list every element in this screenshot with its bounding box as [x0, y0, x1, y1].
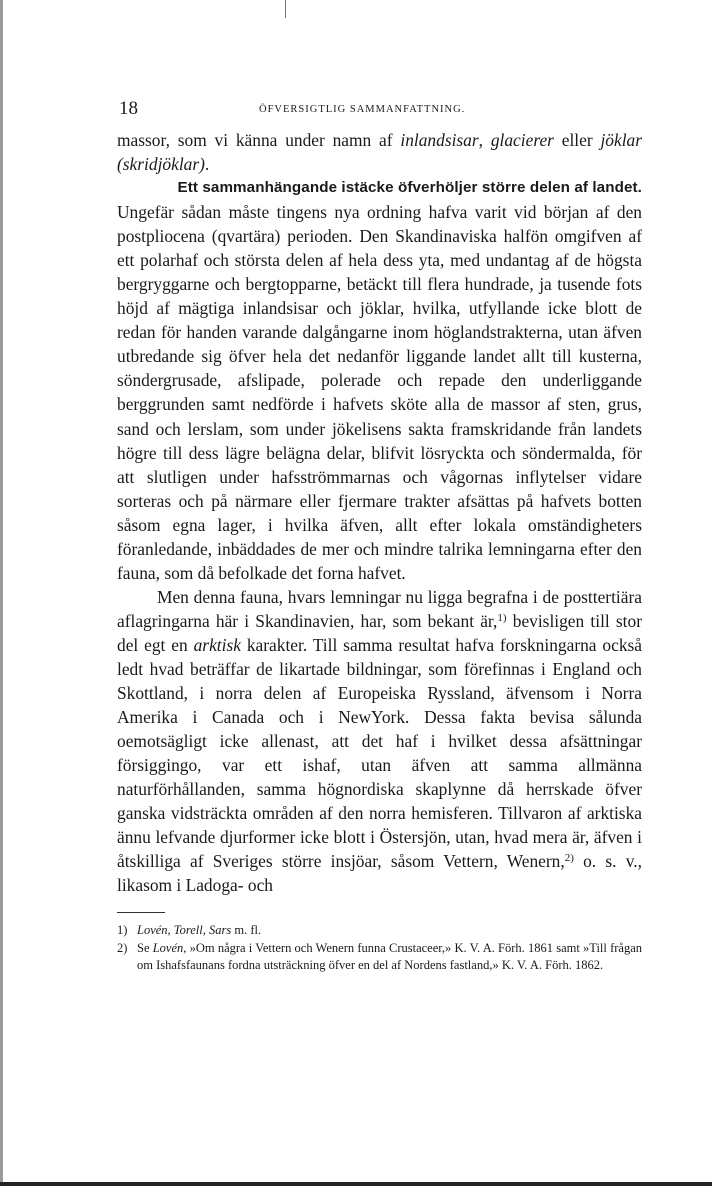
text-run: Se	[137, 940, 153, 955]
footnote-divider	[117, 912, 165, 913]
footnote-ref-number: 2	[564, 852, 571, 865]
paragraph: Ungefär sådan måste tingens nya ordning hafva varit vid början af den postpliocena (qvartära) perioden. Den Skandinaviska halfön omgifven af ett polarhaf och största delen af hela dess yta, med undantag af de högsta bergryggarne och bergtopparne, betäckt till flera hundrade, ja tusende fots höjd af mägtiga inlandsisar och jöklar, hvilka, utfyllande icke blott de redan för handen varande dalgångarne inom höglandstrakterna, utan äfven utbredande sig öfver hela det nedanför liggande landet allt till kusterna, söndergrusade, afslipade, polerade och repade den underliggande berggrunden samt nedförde i hafvets sköte alla de massor af sten, grus, sand och lerslam, som under jökelisens sakta framskridande från landets högre till dess lägre belägna delar, blifvit lösryckta och söndermalda, för att slutligen under hafsströmmarnas och vågornas inflytelser vidare sorteras och på närmare eller fjermare trakter afsättas på hafvets botten såsom egna lager, i hvilka äfven, allt efter lokala omständigheters föranledande, inbäddades de mer och mindre talrika lemningarna efter den fauna, som då befolkade det forna hafvet.	[117, 202, 642, 583]
footnote-ref: 1)	[497, 611, 507, 624]
footnote-mark: 1)	[117, 923, 128, 938]
section-heading: Ett sammanhängande istäcke öfverhöljer större delen af landet.	[177, 179, 642, 197]
footnote-ref: 2)	[564, 852, 574, 865]
text-run: karakter. Till samma resultat hafva forskningarna också ledt hvad beträffar de likartade bildningar, som förefinnas i England och Skottland, i norra delen af Europeiska Ryssland, äfvensom i Norra Amerika i Canada och i NewYork. Dessa fakta bevisa sålunda oemotsägligt icke allenast, att det haf i hvilket dessa afsättningar försiggingo, var ett ishaf, utan äfven att samma allmänna naturförhållanden, samma högnordiska skaplynne då herrskade öfver ganska vidsträckta områden af den norra hemisferen. Tillvaron af arktiska ännu lefvande djurformer icke blott i Östersjön, utan, hvad mera är, äfven i åtskilliga af Sveriges större insjöar, såsom Vettern, Wenern,	[117, 634, 643, 872]
text-run: massor, som vi känna under namn af	[117, 130, 401, 150]
italic-term: jöklar (skridjöklar)	[117, 130, 642, 175]
footnotes	[117, 922, 642, 975]
book-page	[117, 98, 642, 975]
footnote-ref-number: 1	[497, 611, 503, 624]
page-header	[117, 98, 642, 124]
scan-bottom-edge	[0, 1182, 712, 1186]
footnote-2	[117, 940, 642, 975]
text-run: bevisligen till stor del egt en	[117, 610, 643, 655]
text-run: o. s. v., likasom i Ladoga- och	[117, 851, 642, 896]
italic-term: glacierer	[490, 130, 554, 150]
page-number: 18	[119, 98, 138, 119]
paragraph-continued	[117, 128, 642, 176]
text-run: eller	[553, 130, 601, 150]
italic-term: arktisk	[193, 634, 241, 655]
italic-term: Lovén, Torell, Sars	[137, 923, 232, 938]
scan-top-mark	[285, 0, 286, 18]
running-title: ÖFVERSIGTLIG SAMMANFATTNING.	[259, 104, 466, 115]
paragraph	[117, 585, 642, 898]
text-run: .	[204, 154, 210, 175]
italic-term: Lovén	[152, 940, 184, 955]
scan-left-edge	[0, 0, 3, 1186]
footnote-1	[117, 922, 642, 940]
footnote-mark: 2)	[117, 940, 128, 955]
italic-term: inlandsisar	[400, 130, 479, 150]
text-run: ,	[478, 130, 491, 150]
text-run: , »Om några i Vettern och Wenern funna Crustaceer,» K. V. A. Förh. 1861 samt »Till frågan om Ishafsfaunans fordna utsträckning öfver en del af Nordens fastland,» K. V. A. Förh. 1862.	[137, 940, 643, 973]
body-text	[117, 128, 642, 897]
text-run: Men denna fauna, hvars lemningar nu ligga begrafna i de posttertiära aflagringarna här i Skandinavien, har, som bekant är,	[117, 586, 642, 631]
text-run: m. fl.	[231, 923, 262, 938]
